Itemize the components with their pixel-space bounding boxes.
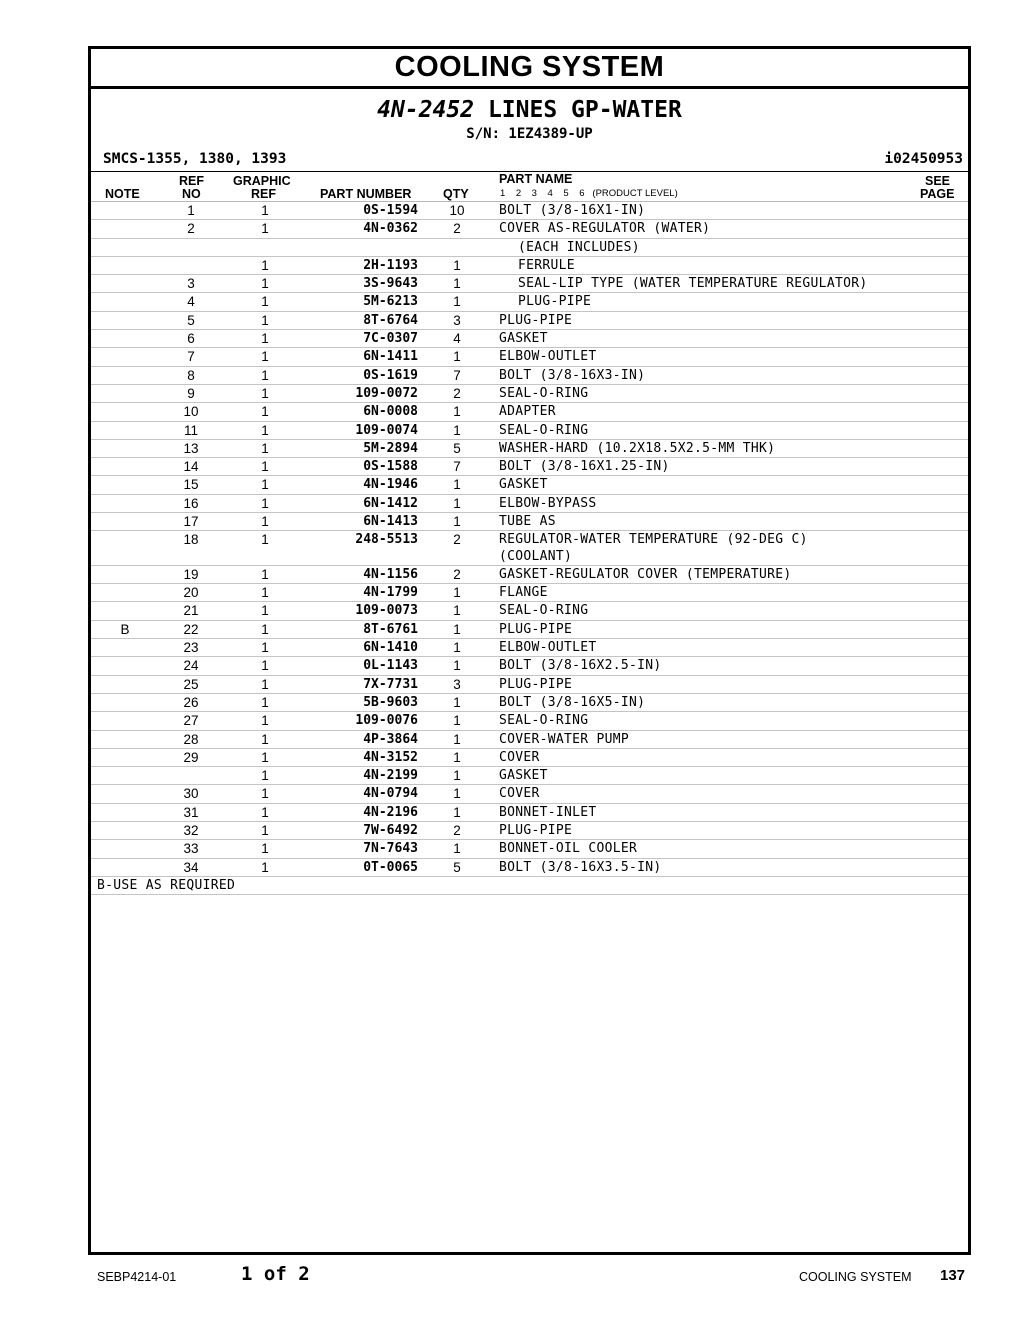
table-row: [91, 694, 968, 712]
part-name-cell: PLUG-PIPE: [518, 294, 592, 310]
header-part-name: PART NAME: [499, 172, 573, 186]
table-row: [91, 458, 968, 476]
qty-cell: 1: [453, 640, 461, 656]
graphic-ref-cell: 1: [261, 804, 269, 820]
part-number-cell: 4N-0362: [363, 221, 418, 237]
illustration-id: i02450953: [884, 151, 963, 167]
part-name-cell: PLUG-PIPE: [499, 621, 573, 637]
qty-cell: 1: [453, 658, 461, 674]
qty-cell: 2: [453, 385, 461, 401]
part-name-cell: SEAL-LIP TYPE (WATER TEMPERATURE REGULATOR): [518, 276, 868, 292]
ref-no-cell: 21: [183, 603, 199, 619]
graphic-ref-cell: 1: [261, 713, 269, 729]
qty-cell: 1: [453, 294, 461, 310]
graphic-ref-cell: 1: [261, 694, 269, 710]
table-row: [91, 220, 968, 238]
header-ref-top: REF: [179, 174, 204, 188]
table-row: [91, 513, 968, 531]
ref-no-cell: 6: [187, 331, 195, 347]
graphic-ref-cell: 1: [261, 440, 269, 456]
graphic-ref-cell: 1: [261, 367, 269, 383]
header-product-level: 1 2 3 4 5 6 (PRODUCT LEVEL): [500, 188, 678, 199]
qty-cell: 1: [453, 621, 461, 637]
ref-no-cell: 14: [183, 459, 199, 475]
part-name-cell: BONNET-INLET: [499, 804, 597, 820]
table-notes: [91, 877, 968, 895]
table-row: [91, 657, 968, 675]
part-number-cell: 0L-1143: [363, 658, 418, 674]
ref-no-cell: 34: [183, 859, 199, 875]
graphic-ref-cell: 1: [261, 404, 269, 420]
qty-cell: 2: [453, 221, 461, 237]
part-name-cell: WASHER-HARD (10.2X18.5X2.5-MM THK): [499, 440, 776, 456]
part-name-cell: COVER: [499, 786, 540, 802]
part-number-cell: 0S-1619: [363, 367, 418, 383]
qty-cell: 5: [453, 859, 461, 875]
table-row: [91, 440, 968, 458]
graphic-ref-cell: 1: [261, 786, 269, 802]
table-row: [91, 602, 968, 620]
header-see-bottom: PAGE: [920, 187, 955, 201]
table-row: [91, 348, 968, 366]
table-row: [91, 804, 968, 822]
part-number-cell: 6N-1412: [363, 495, 418, 511]
ref-no-cell: 7: [187, 349, 195, 365]
table-body: [91, 202, 968, 877]
part-number-cell: 6N-0008: [363, 404, 418, 420]
qty-cell: 2: [453, 532, 461, 548]
graphic-ref-cell: 1: [261, 294, 269, 310]
qty-cell: 4: [453, 331, 461, 347]
table-row: [91, 476, 968, 494]
table-row: [91, 840, 968, 858]
part-number-cell: 109-0074: [355, 422, 418, 438]
part-number-cell: 4N-3152: [363, 749, 418, 765]
part-number-cell: 8T-6764: [363, 312, 418, 328]
graphic-ref-cell: 1: [261, 514, 269, 530]
table-row: [91, 822, 968, 840]
part-name-cell: SEAL-O-RING: [499, 385, 589, 401]
graphic-ref-cell: 1: [261, 312, 269, 328]
part-number-cell: 0S-1594: [363, 203, 418, 218]
part-number-cell: 2H-1193: [363, 257, 418, 273]
table-row: [91, 531, 968, 566]
part-number-cell: 3S-9643: [363, 276, 418, 292]
table-row: [91, 749, 968, 767]
graphic-ref-cell: 1: [261, 221, 269, 237]
table-row: [91, 621, 968, 639]
header-note: NOTE: [105, 187, 140, 201]
ref-no-cell: 24: [183, 658, 199, 674]
header-ref-bottom: NO: [182, 187, 201, 201]
table-row: [91, 293, 968, 311]
part-number-cell: 109-0072: [355, 385, 418, 401]
note-cell: B: [120, 621, 130, 637]
qty-cell: 1: [453, 495, 461, 511]
ref-no-cell: 1: [187, 203, 195, 218]
part-number-cell: 109-0076: [355, 713, 418, 729]
qty-cell: 1: [453, 694, 461, 710]
part-name-cell: GASKET: [499, 768, 548, 784]
part-name-cell: BONNET-OIL COOLER: [499, 841, 638, 857]
group-title: [91, 95, 968, 125]
graphic-ref-cell: 1: [261, 203, 269, 218]
ref-no-cell: 29: [183, 749, 199, 765]
part-name-cell: GASKET: [499, 477, 548, 493]
qty-cell: 3: [453, 312, 461, 328]
table-row: [91, 639, 968, 657]
table-row: [91, 731, 968, 749]
qty-cell: 1: [453, 514, 461, 530]
table-row: [91, 367, 968, 385]
ref-no-cell: 33: [183, 841, 199, 857]
qty-cell: 1: [453, 349, 461, 365]
page-footer: [0, 1262, 1020, 1292]
qty-cell: 7: [453, 459, 461, 475]
part-number-cell: 6N-1411: [363, 349, 418, 365]
ref-no-cell: 27: [183, 713, 199, 729]
graphic-ref-cell: 1: [261, 495, 269, 511]
parts-page-frame: [88, 46, 971, 1255]
part-name-cell: SEAL-O-RING: [499, 713, 589, 729]
ref-no-cell: 31: [183, 804, 199, 820]
graphic-ref-cell: 1: [261, 676, 269, 692]
graphic-ref-cell: 1: [261, 349, 269, 365]
ref-no-cell: 18: [183, 532, 199, 548]
header-part-number: PART NUMBER: [320, 187, 412, 201]
ref-no-cell: 19: [183, 566, 199, 582]
part-name-cell: BOLT (3/8-16X2.5-IN): [499, 658, 662, 674]
part-number-cell: 6N-1410: [363, 640, 418, 656]
part-number-cell: 7N-7643: [363, 841, 418, 857]
ref-no-cell: 25: [183, 676, 199, 692]
graphic-ref-cell: 1: [261, 477, 269, 493]
part-number-cell: 0S-1588: [363, 459, 418, 475]
table-row: [91, 495, 968, 513]
table-row: [91, 676, 968, 694]
part-name-cell: PLUG-PIPE: [499, 676, 573, 692]
qty-cell: 1: [453, 804, 461, 820]
part-name-cell: BOLT (3/8-16X3.5-IN): [499, 859, 662, 875]
part-number-cell: 4N-1156: [363, 566, 418, 582]
qty-cell: 1: [453, 257, 461, 273]
part-name-cell: SEAL-O-RING: [499, 603, 589, 619]
ref-no-cell: 28: [183, 731, 199, 747]
smcs-codes: SMCS-1355, 1380, 1393: [103, 151, 287, 167]
table-row: [91, 785, 968, 803]
ref-no-cell: 20: [183, 585, 199, 601]
ref-no-cell: 16: [183, 495, 199, 511]
qty-cell: 1: [453, 786, 461, 802]
part-name-cell: PLUG-PIPE: [499, 823, 573, 838]
part-name-cell: BOLT (3/8-16X1.25-IN): [499, 459, 670, 475]
qty-cell: 10: [449, 203, 465, 218]
header-graphic-bottom: REF: [251, 187, 276, 201]
part-name-cell: GASKET: [499, 331, 548, 347]
smcs-row: [91, 149, 968, 171]
serial-range: S/N: 1EZ4389-UP: [466, 126, 593, 142]
table-row: [91, 767, 968, 785]
part-name-cell: ELBOW-OUTLET: [499, 349, 597, 365]
graphic-ref-cell: 1: [261, 823, 269, 838]
qty-cell: 1: [453, 713, 461, 729]
qty-cell: 1: [453, 477, 461, 493]
ref-no-cell: 5: [187, 312, 195, 328]
part-name-cell: PLUG-PIPE: [499, 312, 573, 328]
graphic-ref-cell: 1: [261, 566, 269, 582]
part-number-cell: 4N-2199: [363, 768, 418, 784]
qty-cell: 1: [453, 404, 461, 420]
part-number-cell: 4P-3864: [363, 731, 418, 747]
qty-cell: 7: [453, 367, 461, 383]
ref-no-cell: 9: [187, 385, 195, 401]
part-name-cell: ADAPTER: [499, 404, 556, 420]
qty-cell: 1: [453, 841, 461, 857]
part-number-cell: 4N-2196: [363, 804, 418, 820]
ref-no-cell: 4: [187, 294, 195, 310]
table-row: [91, 202, 968, 220]
part-name-cell: SEAL-O-RING: [499, 422, 589, 438]
ref-no-cell: 22: [183, 621, 199, 637]
table-row: [91, 385, 968, 403]
part-number-cell: 4N-0794: [363, 786, 418, 802]
part-number-cell: 8T-6761: [363, 621, 418, 637]
part-name-cell: ELBOW-BYPASS: [499, 495, 597, 511]
table-row: [91, 257, 968, 275]
part-name-cell: COVER AS-REGULATOR (WATER): [499, 221, 711, 237]
graphic-ref-cell: 1: [261, 585, 269, 601]
qty-cell: 1: [453, 603, 461, 619]
graphic-ref-cell: 1: [261, 841, 269, 857]
graphic-ref-cell: 1: [261, 331, 269, 347]
graphic-ref-cell: 1: [261, 459, 269, 475]
note-line: B-USE AS REQUIRED: [91, 877, 968, 895]
ref-no-cell: 3: [187, 276, 195, 292]
part-number-cell: 7W-6492: [363, 823, 418, 838]
graphic-ref-cell: 1: [261, 658, 269, 674]
parts-table: [91, 171, 968, 895]
ref-no-cell: 26: [183, 694, 199, 710]
part-name-cell: BOLT (3/8-16X3-IN): [499, 367, 646, 383]
graphic-ref-cell: 1: [261, 532, 269, 548]
table-row: [91, 275, 968, 293]
ref-no-cell: 30: [183, 786, 199, 802]
qty-cell: 1: [453, 276, 461, 292]
document-id: SEBP4214-01: [97, 1270, 177, 1284]
qty-cell: 1: [453, 422, 461, 438]
graphic-ref-cell: 1: [261, 859, 269, 875]
qty-cell: 2: [453, 566, 461, 582]
part-number-cell: 7X-7731: [363, 676, 418, 692]
part-name-cell: (EACH INCLUDES): [518, 239, 640, 255]
graphic-ref-cell: 1: [261, 621, 269, 637]
page-number: 137: [940, 1267, 966, 1284]
part-number-cell: 109-0073: [355, 603, 418, 619]
ref-no-cell: 8: [187, 367, 195, 383]
part-name-cell: TUBE AS: [499, 514, 556, 530]
part-number-cell: 4N-1946: [363, 477, 418, 493]
part-name-cell: BOLT (3/8-16X1-IN): [499, 203, 646, 218]
footer-section-name: COOLING SYSTEM: [799, 1270, 912, 1284]
graphic-ref-cell: 1: [261, 768, 269, 784]
part-number-cell: 5M-6213: [363, 294, 418, 310]
graphic-ref-cell: 1: [261, 749, 269, 765]
table-header: [91, 172, 968, 202]
ref-no-cell: 11: [183, 422, 198, 438]
table-row: [91, 712, 968, 730]
graphic-ref-cell: 1: [261, 276, 269, 292]
table-row: [91, 312, 968, 330]
qty-cell: 3: [453, 676, 461, 692]
table-row: [91, 859, 968, 877]
table-row: [91, 403, 968, 421]
part-number-cell: 0T-0065: [363, 859, 418, 875]
part-name-cell: COVER-WATER PUMP: [499, 731, 630, 747]
graphic-ref-cell: 1: [261, 385, 269, 401]
part-number-cell: 5M-2894: [363, 440, 418, 456]
qty-cell: 2: [453, 823, 461, 838]
graphic-ref-cell: 1: [261, 422, 269, 438]
qty-cell: 1: [453, 731, 461, 747]
header-see-top: SEE: [925, 174, 951, 188]
graphic-ref-cell: 1: [261, 731, 269, 747]
ref-no-cell: 23: [183, 640, 199, 656]
part-name-cell: ELBOW-OUTLET: [499, 640, 597, 656]
part-number-cell: 7C-0307: [363, 331, 418, 347]
part-number-cell: 248-5513: [355, 532, 418, 548]
ref-no-cell: 17: [183, 514, 199, 530]
table-row: [91, 584, 968, 602]
table-row: [91, 566, 968, 584]
section-title: COOLING SYSTEM: [91, 49, 968, 89]
graphic-ref-cell: 1: [261, 257, 269, 273]
table-row: [91, 422, 968, 440]
ref-no-cell: 10: [183, 404, 199, 420]
qty-cell: 1: [453, 768, 461, 784]
group-part-number: 4N-2452: [377, 97, 475, 123]
part-number-cell: 4N-1799: [363, 585, 418, 601]
ref-no-cell: 32: [183, 823, 199, 838]
part-name-cell: REGULATOR-WATER TEMPERATURE (92-DEG C) (COOLANT): [499, 532, 808, 565]
group-name: LINES GP-WATER: [487, 97, 682, 123]
qty-cell: 5: [453, 440, 461, 456]
header-qty: QTY: [443, 187, 469, 201]
part-name-cell: FERRULE: [518, 257, 575, 273]
header-graphic-top: GRAPHIC: [233, 174, 291, 188]
part-name-cell: COVER: [499, 749, 540, 765]
graphic-ref-cell: 1: [261, 603, 269, 619]
page-of-count: 1 of 2: [241, 1263, 310, 1285]
table-row: [91, 239, 968, 257]
qty-cell: 1: [453, 749, 461, 765]
part-name-cell: FLANGE: [499, 585, 548, 601]
table-row: [91, 330, 968, 348]
part-name-cell: GASKET-REGULATOR COVER (TEMPERATURE): [499, 566, 792, 582]
part-number-cell: 5B-9603: [363, 694, 418, 710]
part-name-cell: BOLT (3/8-16X5-IN): [499, 694, 646, 710]
ref-no-cell: 15: [183, 477, 199, 493]
part-number-cell: 6N-1413: [363, 514, 418, 530]
graphic-ref-cell: 1: [261, 640, 269, 656]
ref-no-cell: 13: [183, 440, 199, 456]
qty-cell: 1: [453, 585, 461, 601]
ref-no-cell: 2: [187, 221, 195, 237]
